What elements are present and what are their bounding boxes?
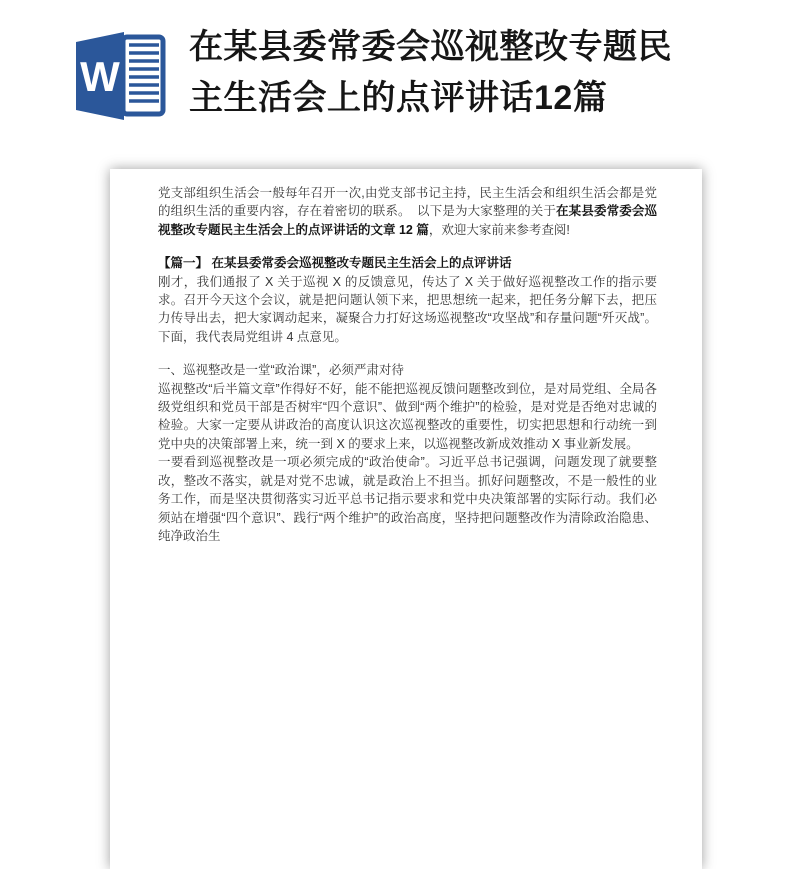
text-run: 一、巡视整改是一堂“政治课”，必须严肃对待: [158, 363, 404, 378]
word-icon-graphic: [75, 31, 167, 121]
paragraph-intro: [158, 184, 657, 239]
paragraph-section1-para1: [158, 380, 657, 454]
page-title: 在某县委常委会巡视整改专题民主生活会上的点评讲话12篇: [189, 28, 672, 117]
word-icon: [75, 31, 167, 121]
text-run: 一要看到巡视整改是一项必须完成的“政治使命”。习近平总书记强调，问题发现了就要整改，整改不落实，就是对党不忠诚，就是政治上不担当。抓好问题整改，不是一般性的业务工作，而是坚决贯彻落实习近平总书记指示要求和党中央决策部署的实际行动。我们必须站在增强“四个意识”、践行“两个维护”的政治高度，坚持把问题整改作为清除政治隐患、纯净政治生: [158, 455, 657, 543]
paragraph-pian1-para1: [158, 273, 657, 347]
text-run: 刚才，我们通报了 X 关于巡视 X 的反馈意见，传达了 X 关于做好巡视整改工作的指示要求。召开今天这个会议，就是把问题认领下来，把思想统一起来，把任务分解下去，把压力传导出去，把大家调动起来，凝聚合力打好这场巡视整改“攻坚战”和存量问题“歼灭战”。下面，我代表局党组讲 4 点意见。: [158, 274, 657, 344]
article-body: [158, 184, 657, 545]
paragraph-section1-para2: [158, 453, 657, 545]
content-card: [110, 169, 702, 869]
text-run: 党支部组织生活会一般每年召开一次,由党支部书记主持，民主生活会和组织生活会都是党的组织生活的重要内容，存在着密切的联系。 以下是为大家整理的关于: [158, 186, 657, 219]
text-run: ，欢迎大家前来参考查阅!: [428, 222, 570, 237]
text-run: 巡视整改“后半篇文章”作得好不好，能不能把巡视反馈问题整改到位，是对局党组、全局各级党组织和党员干部是否树牢“四个意识”、做到“两个维护”的检验，是对党是否绝对忠诚的检验。大家一定要从讲政治的高度认识这次巡视整改的重要性，切实把思想和行动统一到党中央的决策部署上来，统一到 X 的要求上来，以巡视整改新成效推动 X 事业新发展。: [158, 381, 657, 451]
text-run-bold: 【篇一】 在某县委常委会巡视整改专题民主生活会上的点评讲话: [158, 256, 512, 271]
document-header: [0, 0, 800, 150]
paragraph-pian1-title: [158, 254, 657, 272]
text-run-bold: 在某县委常委会巡视整改专题民主生活会上的点评讲话的文章 12 篇: [158, 204, 657, 237]
word-icon-letter: W: [80, 53, 120, 100]
paragraph-section1-heading: [158, 361, 657, 379]
